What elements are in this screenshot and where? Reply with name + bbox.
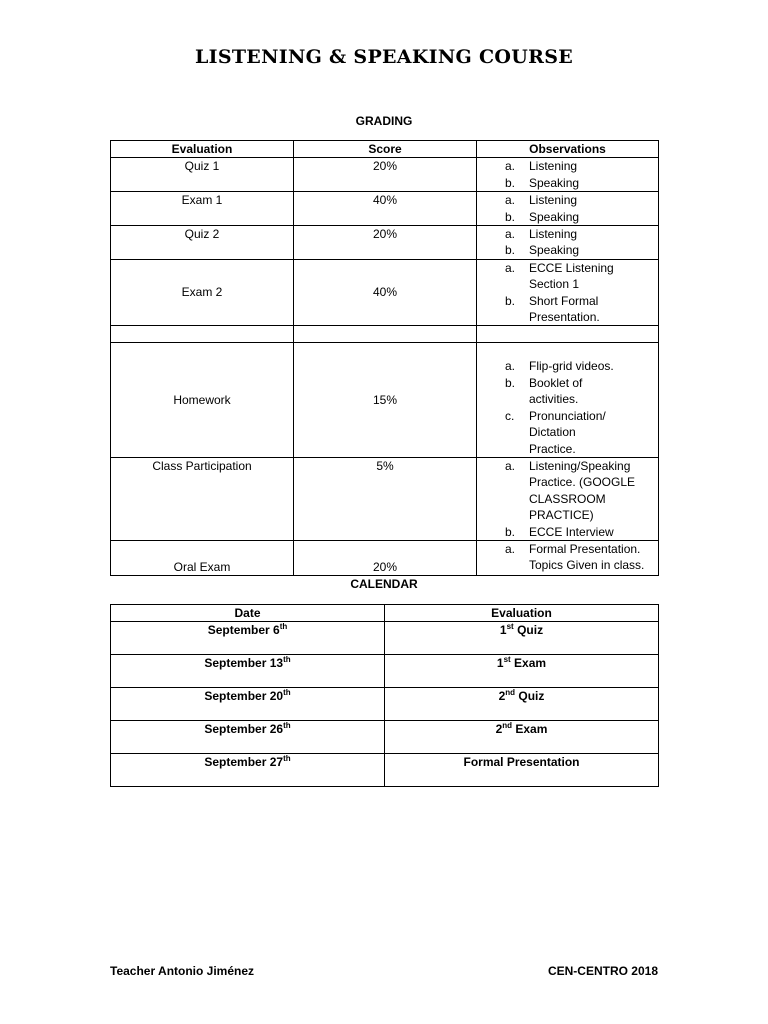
grading-row xyxy=(111,326,659,343)
date-cell xyxy=(111,721,385,754)
observation-text: Listening xyxy=(529,227,578,242)
observation-item xyxy=(477,458,641,524)
grading-row xyxy=(111,192,659,226)
grading-row xyxy=(111,457,659,540)
observation-text: Listening/Speaking Practice. (GOOGLE CLASSROOM PRACTICE) xyxy=(529,458,636,523)
date-text: September 20 xyxy=(204,689,284,704)
grading-table xyxy=(110,140,659,576)
observations-list xyxy=(477,158,658,191)
observation-marker: b. xyxy=(505,209,516,224)
evaluation-text: Quiz xyxy=(515,689,545,704)
calendar-table xyxy=(110,604,659,787)
observations-list xyxy=(477,226,658,259)
observation-text: Flip-grid videos. xyxy=(529,359,614,374)
calendar-row xyxy=(111,622,659,655)
score-cell: 40% xyxy=(294,259,477,326)
observation-text: Speaking xyxy=(529,243,580,258)
evaluation-column-header: Evaluation xyxy=(385,605,659,622)
observation-item xyxy=(477,158,658,174)
grading-header-row xyxy=(111,141,659,158)
calendar-row xyxy=(111,754,659,787)
footer-center: CEN-CENTRO 2018 xyxy=(547,964,658,978)
observation-marker: c. xyxy=(505,408,515,423)
evaluation-ordinal-suffix: nd xyxy=(502,721,513,731)
observation-item xyxy=(477,358,625,374)
observation-text: ECCE Interview xyxy=(529,524,614,539)
date-ordinal-suffix: th xyxy=(279,622,288,632)
grading-row xyxy=(111,343,659,457)
observation-marker: a. xyxy=(505,541,516,556)
observations-cell xyxy=(477,158,659,192)
score-cell: 20% xyxy=(294,540,477,575)
observation-item xyxy=(477,226,658,242)
observation-marker: a. xyxy=(505,193,516,208)
observations-cell xyxy=(477,457,659,540)
observation-marker: a. xyxy=(505,458,516,473)
grading-heading: GRADING xyxy=(355,114,413,128)
calendar-row xyxy=(111,721,659,754)
grading-row xyxy=(111,226,659,260)
observations-cell xyxy=(477,326,659,343)
evaluation-cell xyxy=(385,754,659,787)
observation-item xyxy=(477,175,658,191)
observation-text: ECCE Listening Section 1 xyxy=(529,260,614,292)
score-cell: 20% xyxy=(294,226,477,260)
observations-list xyxy=(477,358,658,456)
date-ordinal-suffix: th xyxy=(283,754,291,764)
evaluation-cell: Homework xyxy=(111,343,294,457)
observation-text: Speaking xyxy=(529,175,580,190)
calendar-heading: CALENDAR xyxy=(350,577,418,591)
evaluation-cell xyxy=(385,721,659,754)
evaluation-cell xyxy=(385,688,659,721)
observation-marker: b. xyxy=(505,375,516,390)
evaluation-column-header: Evaluation xyxy=(111,141,294,158)
observation-item xyxy=(477,192,658,208)
evaluation-cell: Exam 1 xyxy=(111,192,294,226)
evaluation-cell xyxy=(111,326,294,343)
observation-text: Speaking xyxy=(529,209,580,224)
score-cell xyxy=(294,326,477,343)
observations-cell xyxy=(477,259,659,326)
evaluation-text: Exam xyxy=(512,722,548,737)
date-text: September 26 xyxy=(204,722,284,737)
evaluation-ordinal-suffix: nd xyxy=(505,688,516,698)
calendar-row xyxy=(111,655,659,688)
date-text: September 27 xyxy=(204,755,284,770)
observation-item xyxy=(477,524,641,540)
evaluation-number: 2 xyxy=(498,689,506,704)
observations-cell xyxy=(477,226,659,260)
observation-item xyxy=(477,541,654,574)
date-ordinal-suffix: th xyxy=(283,688,291,698)
observation-marker: a. xyxy=(505,359,516,374)
date-cell xyxy=(111,622,385,655)
evaluation-cell xyxy=(385,622,659,655)
evaluation-cell: Oral Exam xyxy=(111,540,294,575)
evaluation-cell: Quiz 2 xyxy=(111,226,294,260)
observation-text: Booklet of activities. xyxy=(529,375,583,407)
date-ordinal-suffix: th xyxy=(283,721,291,731)
document-title: LISTENING & SPEAKING COURSE xyxy=(195,46,573,68)
observation-item xyxy=(477,408,625,457)
evaluation-number: 1 xyxy=(499,623,507,638)
observation-marker: a. xyxy=(505,260,516,275)
calendar-body xyxy=(111,622,659,787)
observations-cell xyxy=(477,540,659,575)
evaluation-cell: Quiz 1 xyxy=(111,158,294,192)
score-cell: 5% xyxy=(294,457,477,540)
date-cell xyxy=(111,655,385,688)
observation-item xyxy=(477,242,658,258)
date-ordinal-suffix: th xyxy=(283,655,291,665)
evaluation-cell xyxy=(385,655,659,688)
evaluation-text: Formal Presentation xyxy=(463,755,580,770)
score-cell: 40% xyxy=(294,192,477,226)
observation-marker: b. xyxy=(505,175,516,190)
grading-body xyxy=(111,158,659,576)
observations-list xyxy=(477,458,658,540)
observation-marker: b. xyxy=(505,524,516,539)
evaluation-text: Exam xyxy=(510,656,547,671)
evaluation-cell: Class Participation xyxy=(111,457,294,540)
evaluation-ordinal-suffix: st xyxy=(503,655,511,665)
observation-text: Pronunciation/ Dictation Practice. xyxy=(529,408,606,456)
calendar-row xyxy=(111,688,659,721)
date-column-header: Date xyxy=(111,605,385,622)
date-cell xyxy=(111,688,385,721)
observations-column-header: Observations xyxy=(477,141,659,158)
observation-text: Listening xyxy=(529,193,578,208)
grading-row xyxy=(111,540,659,575)
observations-cell xyxy=(477,343,659,457)
observation-marker: a. xyxy=(505,227,516,242)
date-cell xyxy=(111,754,385,787)
observation-item xyxy=(477,260,619,293)
observations-cell xyxy=(477,192,659,226)
score-column-header: Score xyxy=(294,141,477,158)
observation-marker: b. xyxy=(505,293,516,308)
evaluation-number: 1 xyxy=(496,656,504,671)
observations-list xyxy=(477,192,658,225)
observation-marker: a. xyxy=(505,159,516,174)
calendar-header-row xyxy=(111,605,659,622)
grading-row xyxy=(111,158,659,192)
score-cell: 15% xyxy=(294,343,477,457)
observation-text: Listening xyxy=(529,159,578,174)
observation-text: Formal Presentation. Topics Given in class. xyxy=(529,541,645,573)
score-cell: 20% xyxy=(294,158,477,192)
observation-text: Short Formal Presentation. xyxy=(529,293,600,325)
observation-item xyxy=(477,209,658,225)
observation-item xyxy=(477,375,625,408)
observations-list xyxy=(477,541,658,574)
evaluation-text: Quiz xyxy=(513,623,544,638)
evaluation-number: 2 xyxy=(495,722,503,737)
observation-item xyxy=(477,293,619,326)
date-text: September 13 xyxy=(204,656,284,671)
grading-row xyxy=(111,259,659,326)
date-text: September 6 xyxy=(207,623,280,638)
evaluation-cell: Exam 2 xyxy=(111,259,294,326)
evaluation-ordinal-suffix: st xyxy=(506,622,514,632)
observation-marker: b. xyxy=(505,243,516,258)
observations-list xyxy=(477,260,658,326)
footer-teacher: Teacher Antonio Jiménez xyxy=(110,964,255,978)
